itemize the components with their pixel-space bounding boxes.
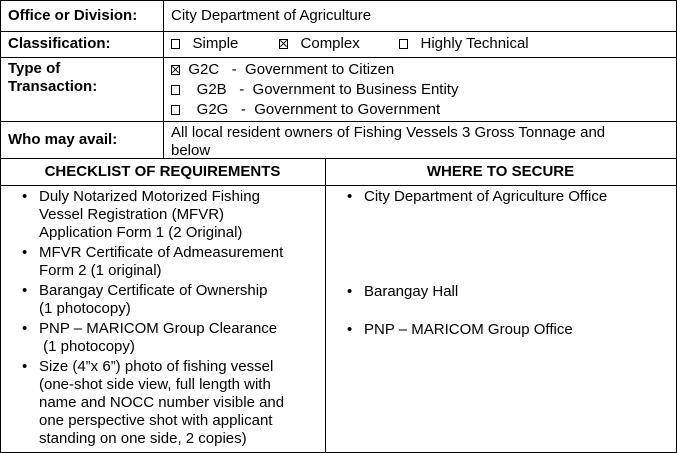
source-text: Barangay Hall (364, 283, 459, 300)
requirement-line: Vessel Registration (MFVR) (39, 206, 225, 223)
bullet-icon: • (347, 188, 353, 205)
list-item (22, 244, 284, 280)
classification-option-complex (279, 35, 360, 53)
bullet-icon: • (22, 282, 28, 299)
source-text: City Department of Agriculture Office (364, 188, 608, 205)
row-divider (0, 121, 677, 122)
transaction-dash: - (231, 61, 237, 78)
transaction-label-line1: Type of (8, 60, 61, 77)
source-item-barangay-hall (347, 283, 459, 301)
row-divider (0, 31, 677, 32)
office-value: City Department of Agriculture (171, 7, 372, 24)
transaction-desc: Government to Citizen (245, 61, 395, 78)
classification-option-label: Simple (192, 35, 239, 52)
requirement-line: one perspective shot with applicant (39, 412, 273, 429)
list-item (22, 282, 284, 318)
requirement-line: Form 2 (1 original) (39, 262, 162, 279)
requirement-line: Barangay Certificate of Ownership (39, 282, 268, 299)
transaction-dash: - (239, 81, 245, 98)
checkbox-checked-icon (279, 39, 288, 49)
requirements-list (22, 188, 285, 448)
requirement-line: Application Form 1 (2 Original) (39, 224, 243, 241)
transaction-desc: Government to Business Entity (252, 81, 459, 98)
classification-option-simple (171, 35, 238, 53)
office-label: Office or Division: (8, 7, 138, 24)
transaction-code: G2G (196, 101, 229, 118)
requirement-line: name and NOCC number visible and (39, 394, 285, 411)
requirement-line: standing on one side, 2 copies) (39, 430, 247, 447)
requirement-line: (1 photocopy) (39, 338, 135, 355)
transaction-label-line2: Transaction: (8, 78, 98, 95)
requirement-line: MFVR Certificate of Admeasurement (39, 244, 284, 261)
checkbox-unchecked-icon (171, 105, 180, 115)
avail-value-line2: below (171, 142, 211, 159)
transaction-code: G2C (188, 61, 220, 78)
row-divider (0, 158, 677, 159)
source-text: PNP – MARICOM Group Office (364, 321, 573, 338)
source-item-maricom-office (347, 321, 573, 339)
transaction-dash: - (240, 101, 246, 118)
bullet-icon: • (22, 358, 28, 375)
table-border-top (0, 0, 677, 1)
bullet-icon: • (347, 283, 353, 300)
transaction-desc: Government to Government (254, 101, 441, 118)
list-item (22, 358, 285, 448)
row-divider (0, 57, 677, 58)
transaction-option-g2c (171, 61, 394, 79)
classification-option-label: Highly Technical (420, 35, 529, 52)
requirement-line: Duly Notarized Motorized Fishing (39, 188, 260, 205)
where-header: WHERE TO SECURE (426, 163, 575, 180)
source-item-agriculture-office (347, 188, 608, 206)
bullet-icon: • (22, 244, 28, 261)
checklist-column-divider (325, 158, 326, 453)
classification-label: Classification: (8, 35, 111, 52)
checkbox-unchecked-icon (171, 39, 180, 49)
checklist-header: CHECKLIST OF REQUIREMENTS (44, 163, 281, 180)
classification-option-highly-technical (399, 35, 529, 53)
list-item (22, 320, 284, 356)
bullet-icon: • (22, 320, 28, 337)
bullet-icon: • (347, 321, 353, 338)
row-divider (0, 185, 677, 186)
requirement-line: (1 photocopy) (39, 300, 131, 317)
checkbox-unchecked-icon (399, 39, 408, 49)
classification-option-label: Complex (300, 35, 360, 52)
transaction-option-g2b (171, 81, 458, 99)
requirement-line: PNP – MARICOM Group Clearance (39, 320, 278, 337)
label-column-divider (163, 0, 164, 159)
list-item (22, 188, 284, 242)
bullet-icon: • (22, 188, 28, 205)
transaction-code: G2B (196, 81, 227, 98)
transaction-option-g2g (171, 101, 440, 119)
checkbox-checked-icon (171, 65, 180, 75)
requirement-line: (one-shot side view, full length with (39, 376, 271, 393)
requirement-line: Size (4”x 6”) photo of fishing vessel (39, 358, 274, 375)
avail-label: Who may avail: (8, 131, 118, 148)
avail-value-line1: All local resident owners of Fishing Vessels 3 Gross Tonnage and (171, 124, 606, 141)
checkbox-unchecked-icon (171, 85, 180, 95)
table-border-left (0, 0, 1, 453)
